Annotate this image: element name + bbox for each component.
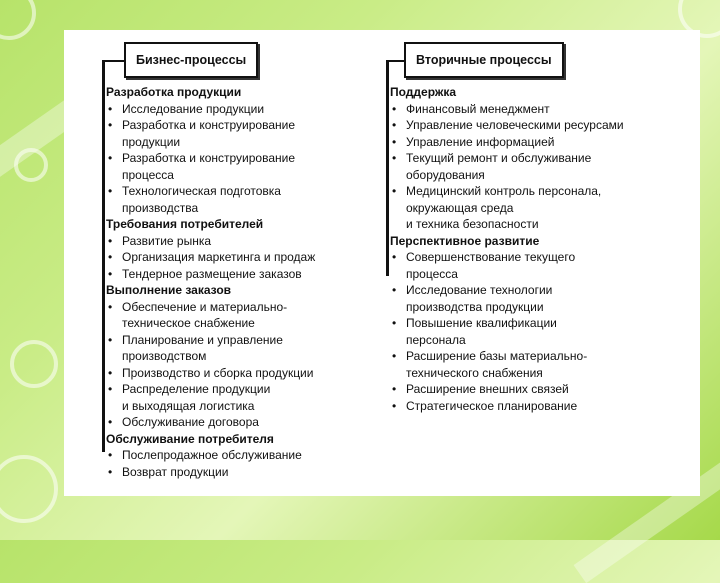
list-item	[390, 134, 690, 151]
bullet-icon: •	[108, 382, 113, 396]
bullet-icon: •	[392, 382, 397, 396]
bullet-icon: •	[108, 332, 113, 347]
bullet-icon: •	[392, 134, 397, 149]
list-item-text: Развитие рынка	[122, 233, 212, 248]
secondary-processes-title: Вторичные процессы	[416, 53, 552, 67]
list-item-text: Разработка и конструирование продукции	[122, 118, 296, 149]
background-circle	[10, 340, 58, 388]
bullet-icon: •	[392, 118, 397, 132]
list-item	[390, 348, 690, 381]
list-item-text: Расширение базы материально- технического снабжения	[406, 349, 588, 380]
bullet-icon: •	[392, 151, 397, 165]
list-item-text: Планирование и управление производством	[122, 332, 283, 363]
column-spine-line	[386, 88, 389, 276]
list-item-text: Технологическая подготовка производства	[122, 184, 281, 215]
section-heading: Обслуживание потребителя	[106, 431, 274, 446]
list-item	[390, 117, 690, 134]
list-item	[106, 266, 376, 283]
list-item-text: Обеспечение и материально- техническое снабжение	[122, 299, 288, 330]
connector-line	[102, 60, 105, 88]
list-item-text: Повышение квалификации персонала	[406, 316, 557, 347]
list-item-text: Финансовый менеджмент	[406, 101, 550, 116]
list-item	[106, 233, 376, 250]
bullet-icon: •	[108, 415, 113, 429]
column-spine-line	[102, 88, 105, 452]
bullet-icon: •	[392, 250, 397, 264]
list-item	[106, 117, 376, 150]
list-item-text: Обслуживание договора	[122, 415, 259, 429]
bullet-icon: •	[108, 233, 113, 248]
bullet-icon: •	[108, 151, 113, 165]
section-heading: Перспективное развитие	[390, 233, 540, 248]
list-item	[106, 183, 376, 216]
business-processes-list	[106, 84, 376, 480]
background-circle	[0, 0, 36, 40]
list-item-text: Управление информацией	[406, 134, 555, 149]
list-item	[106, 414, 376, 431]
list-item-text: Тендерное размещение заказов	[122, 266, 302, 281]
list-item-text: Возврат продукции	[122, 464, 229, 479]
background-circle	[0, 455, 58, 523]
list-item	[390, 101, 690, 118]
list-item-text: Послепродажное обслуживание	[122, 448, 302, 462]
secondary-processes-header	[404, 42, 564, 78]
list-item	[106, 464, 376, 481]
business-processes-header	[124, 42, 258, 78]
list-item-text: Стратегическое планирование	[406, 398, 578, 413]
section-heading: Поддержка	[390, 85, 457, 99]
bullet-icon: •	[392, 101, 397, 116]
list-item-text: Разработка и конструирование процесса	[122, 151, 296, 182]
list-item	[390, 381, 690, 398]
connector-line	[386, 60, 389, 88]
list-item	[106, 381, 376, 414]
list-item	[106, 332, 376, 365]
list-item-text: Расширение внешних связей	[406, 382, 569, 396]
list-item	[106, 299, 376, 332]
list-item	[390, 315, 690, 348]
list-item	[106, 365, 376, 382]
section-heading: Требования потребителей	[106, 217, 264, 231]
list-item-text: Текущий ремонт и обслуживание оборудования	[406, 151, 592, 182]
bullet-icon: •	[392, 184, 397, 198]
list-item-text: Производство и сборка продукции	[122, 365, 314, 380]
connector-line	[386, 60, 404, 62]
bullet-icon: •	[108, 266, 113, 281]
list-item	[106, 447, 376, 464]
list-item	[106, 150, 376, 183]
section-heading: Выполнение заказов	[106, 283, 232, 297]
list-item	[390, 398, 690, 415]
bullet-icon: •	[108, 118, 113, 132]
list-item	[106, 101, 376, 118]
section-heading: Разработка продукции	[106, 85, 242, 99]
list-item-text: Медицинский контроль персонала, окружающая среда и техника безопасности	[406, 184, 602, 231]
bullet-icon: •	[108, 101, 113, 116]
diagram-card	[64, 30, 700, 496]
business-processes-title: Бизнес-процессы	[136, 53, 247, 67]
bullet-icon: •	[392, 349, 397, 363]
bullet-icon: •	[392, 398, 397, 413]
list-item	[390, 249, 690, 282]
secondary-processes-list	[390, 84, 690, 414]
bullet-icon: •	[392, 283, 397, 297]
list-item-text: Исследование технологии производства продукции	[406, 283, 553, 314]
bullet-icon: •	[108, 299, 113, 314]
bullet-icon: •	[108, 448, 113, 462]
list-item-text: Исследование продукции	[122, 101, 265, 116]
connector-line	[102, 60, 124, 62]
list-item	[106, 249, 376, 266]
bullet-icon: •	[392, 316, 397, 330]
list-item	[390, 282, 690, 315]
bullet-icon: •	[108, 184, 113, 198]
list-item-text: Управление человеческими ресурсами	[406, 118, 624, 132]
list-item-text: Распределение продукции и выходящая логистика	[122, 382, 271, 413]
bullet-icon: •	[108, 250, 113, 264]
list-item	[390, 183, 690, 233]
list-item-text: Совершенствование текущего процесса	[406, 250, 576, 281]
list-item	[390, 150, 690, 183]
bullet-icon: •	[108, 365, 113, 380]
list-item-text: Организация маркетинга и продаж	[122, 250, 316, 264]
bullet-icon: •	[108, 464, 113, 479]
